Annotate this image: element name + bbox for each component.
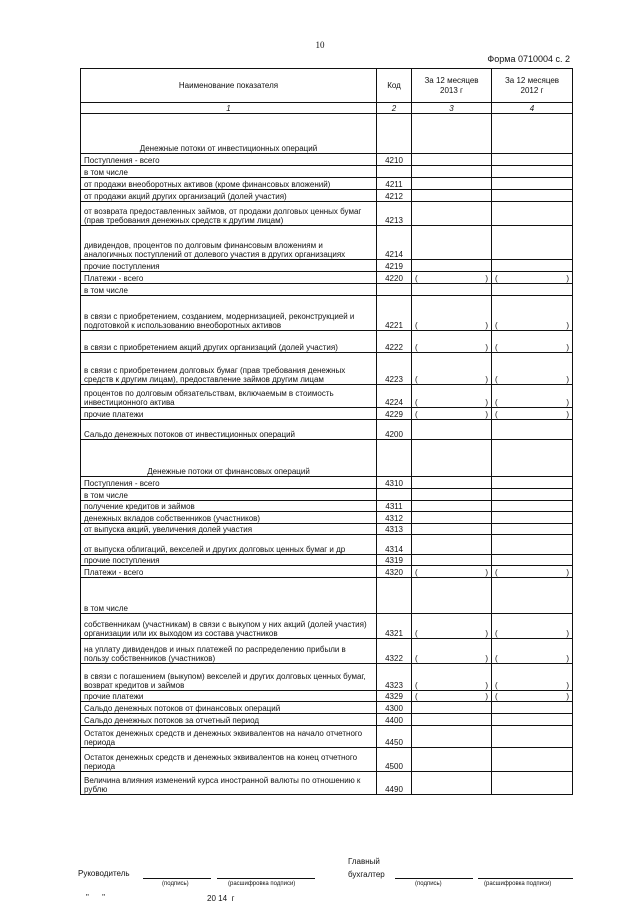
value-period-2013 <box>412 284 492 296</box>
value-period-2012 <box>492 190 573 202</box>
section-header-row <box>81 114 573 154</box>
table-row <box>81 477 573 489</box>
header-code: Код <box>377 69 412 103</box>
value-period-2013 <box>412 190 492 202</box>
row-label: получение кредитов и займов <box>81 501 377 512</box>
paren-value <box>495 343 569 352</box>
section-title: Денежные потоки от финансовых операций <box>81 440 377 477</box>
paren-close: ) <box>485 342 488 352</box>
value-period-2013 <box>412 420 492 440</box>
value-period-2013 <box>412 202 492 226</box>
head-signature-line <box>143 878 211 879</box>
date-year: 20 14 г <box>207 894 235 903</box>
table-row <box>81 190 573 202</box>
value-period-2012 <box>492 284 573 296</box>
value-period-2013 <box>412 440 492 477</box>
paren-close: ) <box>485 397 488 407</box>
row-label: от продажи внеоборотных активов (кроме финансовых вложений) <box>81 178 377 190</box>
paren-open: ( <box>495 273 498 283</box>
paren-value <box>495 629 569 638</box>
cash-flow-table <box>80 68 573 795</box>
paren-value <box>495 654 569 663</box>
value-period-2012 <box>492 702 573 714</box>
value-period-2013 <box>412 296 492 331</box>
chief-decode-line <box>478 878 573 879</box>
col-index-4: 4 <box>492 103 573 114</box>
paren-value <box>415 629 488 638</box>
value-period-2012 <box>492 154 573 166</box>
paren-close: ) <box>566 320 569 330</box>
row-code: 4329 <box>377 691 412 702</box>
value-period-2012 <box>492 726 573 748</box>
table-row <box>81 512 573 524</box>
row-code: 4323 <box>377 664 412 691</box>
row-code: 4210 <box>377 154 412 166</box>
value-period-2013 <box>412 477 492 489</box>
row-code: 4300 <box>377 702 412 714</box>
row-label: Остаток денежных средств и денежных эквивалентов на конец отчетного периода <box>81 748 377 772</box>
paren-open: ( <box>415 653 418 663</box>
row-label: в связи с приобретением акций других организаций (долей участия) <box>81 331 377 353</box>
row-label: Величина влияния изменений курса иностранной валюты по отношению к рублю <box>81 772 377 795</box>
table-row <box>81 385 573 408</box>
paren-value <box>495 321 569 330</box>
value-period-2013 <box>412 331 492 353</box>
row-label: собственникам (участникам) в связи с выкупом у них акций (долей участия) организации или их выходом из состава участников <box>81 614 377 639</box>
row-code: 4312 <box>377 512 412 524</box>
value-period-2013 <box>412 664 492 691</box>
paren-close: ) <box>566 628 569 638</box>
row-code: 4322 <box>377 639 412 664</box>
row-code: 4313 <box>377 524 412 535</box>
value-period-2013 <box>412 748 492 772</box>
paren-open: ( <box>415 567 418 577</box>
value-period-2013 <box>412 272 492 284</box>
paren-open: ( <box>415 374 418 384</box>
paren-open: ( <box>495 397 498 407</box>
page-number: 10 <box>315 40 325 50</box>
paren-open: ( <box>495 320 498 330</box>
row-label: в связи с приобретением, созданием, модернизацией, реконструкцией и подготовкой к использованию внеоборотных активов <box>81 296 377 331</box>
value-period-2012 <box>492 639 573 664</box>
paren-open: ( <box>495 374 498 384</box>
value-period-2013 <box>412 178 492 190</box>
value-period-2012 <box>492 524 573 535</box>
paren-close: ) <box>485 680 488 690</box>
row-label: от продажи акций других организаций (долей участия) <box>81 190 377 202</box>
paren-value <box>415 274 488 283</box>
table-row <box>81 202 573 226</box>
row-code: 4450 <box>377 726 412 748</box>
paren-open: ( <box>495 653 498 663</box>
value-period-2012 <box>492 408 573 420</box>
table-row <box>81 408 573 420</box>
paren-close: ) <box>485 628 488 638</box>
value-period-2013 <box>412 408 492 420</box>
row-label: Поступления - всего <box>81 477 377 489</box>
paren-value <box>495 568 569 577</box>
chief-accountant-label-line1 <box>348 855 392 881</box>
paren-close: ) <box>566 653 569 663</box>
paren-open: ( <box>415 320 418 330</box>
paren-close: ) <box>566 567 569 577</box>
row-label: в том числе <box>81 489 377 501</box>
row-code: 4321 <box>377 614 412 639</box>
table-row <box>81 489 573 501</box>
paren-value <box>415 410 488 419</box>
paren-value <box>495 398 569 407</box>
chief-decode-caption: (расшифровка подписи) <box>484 881 552 887</box>
row-code <box>377 114 412 154</box>
row-label: дивидендов, процентов по долговым финансовым вложениям и аналогичных поступлений от долевого участия в других организациях <box>81 226 377 260</box>
row-label: от выпуска акций, увеличения долей участия <box>81 524 377 535</box>
chief-accountant-label: Главный бухгалтер <box>348 857 385 879</box>
row-code: 4214 <box>377 226 412 260</box>
table-row <box>81 566 573 578</box>
chief-signature-line <box>395 878 473 879</box>
paren-value <box>415 343 488 352</box>
row-code: 4314 <box>377 535 412 555</box>
paren-value <box>415 321 488 330</box>
row-label: в связи с погашением (выкупом) векселей и других долговых ценных бумаг, возврат кредитов и займов <box>81 664 377 691</box>
table-row <box>81 702 573 714</box>
value-period-2012 <box>492 226 573 260</box>
paren-open: ( <box>495 409 498 419</box>
paren-close: ) <box>485 653 488 663</box>
value-period-2012 <box>492 260 573 272</box>
paren-close: ) <box>566 374 569 384</box>
table-row <box>81 260 573 272</box>
value-period-2012 <box>492 178 573 190</box>
value-period-2012 <box>492 477 573 489</box>
row-code: 4310 <box>377 477 412 489</box>
table-row <box>81 296 573 331</box>
table-row <box>81 284 573 296</box>
value-period-2012 <box>492 772 573 795</box>
value-period-2012 <box>492 420 573 440</box>
paren-close: ) <box>485 273 488 283</box>
row-code <box>377 578 412 614</box>
row-code: 4219 <box>377 260 412 272</box>
value-period-2012 <box>492 566 573 578</box>
value-period-2013 <box>412 614 492 639</box>
row-code <box>377 489 412 501</box>
head-label: Руководитель <box>78 869 130 878</box>
value-period-2013 <box>412 524 492 535</box>
value-period-2012 <box>492 714 573 726</box>
row-label: от выпуска облигаций, векселей и других долговых ценных бумаг и др <box>81 535 377 555</box>
row-code: 4311 <box>377 501 412 512</box>
value-period-2013 <box>412 260 492 272</box>
row-code: 4213 <box>377 202 412 226</box>
value-period-2013 <box>412 489 492 501</box>
header-name: Наименование показателя <box>81 69 377 103</box>
value-period-2012 <box>492 331 573 353</box>
row-label: прочие поступления <box>81 555 377 566</box>
table-row <box>81 166 573 178</box>
col-index-3: 3 <box>412 103 492 114</box>
table-row <box>81 272 573 284</box>
value-period-2013 <box>412 385 492 408</box>
paren-value <box>495 410 569 419</box>
value-period-2013 <box>412 154 492 166</box>
table-row <box>81 639 573 664</box>
paren-close: ) <box>485 320 488 330</box>
paren-open: ( <box>415 691 418 701</box>
row-label: на уплату дивидендов и иных платежей по распределению прибыли в пользу собственников (участников) <box>81 639 377 664</box>
value-period-2012 <box>492 691 573 702</box>
section-header-row <box>81 440 573 477</box>
paren-open: ( <box>415 342 418 352</box>
row-code: 4319 <box>377 555 412 566</box>
table-row <box>81 420 573 440</box>
paren-value <box>415 568 488 577</box>
table-row <box>81 748 573 772</box>
header-period-2013: За 12 месяцев 2013 г <box>412 69 492 103</box>
head-sign-caption: (подпись) <box>162 881 189 887</box>
row-label: от возврата предоставленных займов, от продажи долговых ценных бумаг (прав требования денежных средств к другим лицам) <box>81 202 377 226</box>
row-code: 4223 <box>377 353 412 385</box>
table-row <box>81 578 573 614</box>
table-row <box>81 726 573 748</box>
value-period-2012 <box>492 501 573 512</box>
form-id: Форма 0710004 с. 2 <box>487 54 570 64</box>
row-code: 4490 <box>377 772 412 795</box>
value-period-2012 <box>492 202 573 226</box>
paren-value <box>415 654 488 663</box>
row-label: Сальдо денежных потоков от инвестиционных операций <box>81 420 377 440</box>
paren-close: ) <box>566 342 569 352</box>
paren-open: ( <box>495 680 498 690</box>
value-period-2013 <box>412 353 492 385</box>
value-period-2012 <box>492 166 573 178</box>
row-label: денежных вкладов собственников (участников) <box>81 512 377 524</box>
col-index-1: 1 <box>81 103 377 114</box>
table-row <box>81 331 573 353</box>
row-code: 4221 <box>377 296 412 331</box>
value-period-2012 <box>492 578 573 614</box>
value-period-2012 <box>492 385 573 408</box>
value-period-2012 <box>492 535 573 555</box>
paren-close: ) <box>485 691 488 701</box>
table-row <box>81 691 573 702</box>
row-code: 4229 <box>377 408 412 420</box>
head-decode-line <box>217 878 315 879</box>
table-row <box>81 614 573 639</box>
value-period-2012 <box>492 748 573 772</box>
value-period-2012 <box>492 296 573 331</box>
value-period-2013 <box>412 566 492 578</box>
paren-value <box>495 274 569 283</box>
value-period-2013 <box>412 555 492 566</box>
table-row <box>81 524 573 535</box>
table-body <box>81 114 573 795</box>
section-title: Денежные потоки от инвестиционных операций <box>81 114 377 154</box>
row-label: Остаток денежных средств и денежных эквивалентов на начало отчетного периода <box>81 726 377 748</box>
paren-close: ) <box>566 409 569 419</box>
paren-value <box>415 692 488 701</box>
paren-close: ) <box>566 273 569 283</box>
row-code: 4320 <box>377 566 412 578</box>
value-period-2013 <box>412 501 492 512</box>
value-period-2013 <box>412 166 492 178</box>
row-code: 4222 <box>377 331 412 353</box>
row-code: 4500 <box>377 748 412 772</box>
table-row <box>81 501 573 512</box>
value-period-2012 <box>492 555 573 566</box>
value-period-2012 <box>492 512 573 524</box>
value-period-2013 <box>412 114 492 154</box>
value-period-2013 <box>412 639 492 664</box>
chief-sign-caption: (подпись) <box>415 881 442 887</box>
row-label: в том числе <box>81 166 377 178</box>
value-period-2013 <box>412 512 492 524</box>
paren-value <box>495 375 569 384</box>
paren-value <box>415 375 488 384</box>
row-label: прочие поступления <box>81 260 377 272</box>
table-row <box>81 353 573 385</box>
value-period-2012 <box>492 440 573 477</box>
paren-close: ) <box>566 691 569 701</box>
table-row <box>81 154 573 166</box>
row-label: Платежи - всего <box>81 272 377 284</box>
paren-open: ( <box>495 691 498 701</box>
value-period-2013 <box>412 726 492 748</box>
row-label: прочие платежи <box>81 691 377 702</box>
table-row <box>81 664 573 691</box>
row-code: 4220 <box>377 272 412 284</box>
row-label: Сальдо денежных потоков от финансовых операций <box>81 702 377 714</box>
table-row <box>81 226 573 260</box>
table-row <box>81 772 573 795</box>
value-period-2012 <box>492 489 573 501</box>
value-period-2013 <box>412 226 492 260</box>
row-code: 4224 <box>377 385 412 408</box>
value-period-2013 <box>412 714 492 726</box>
row-code <box>377 440 412 477</box>
paren-open: ( <box>495 342 498 352</box>
row-label: процентов по долговым обязательствам, включаемым в стоимость инвестиционного актива <box>81 385 377 408</box>
row-label: Платежи - всего <box>81 566 377 578</box>
value-period-2012 <box>492 353 573 385</box>
date-quotes: " " <box>86 893 106 902</box>
paren-open: ( <box>415 397 418 407</box>
table-row <box>81 535 573 555</box>
row-code <box>377 166 412 178</box>
paren-close: ) <box>566 680 569 690</box>
value-period-2013 <box>412 772 492 795</box>
value-period-2012 <box>492 614 573 639</box>
value-period-2012 <box>492 664 573 691</box>
paren-close: ) <box>485 567 488 577</box>
paren-open: ( <box>415 273 418 283</box>
value-period-2013 <box>412 702 492 714</box>
paren-value <box>415 398 488 407</box>
row-label: Поступления - всего <box>81 154 377 166</box>
header-period-2012: За 12 месяцев 2012 г <box>492 69 573 103</box>
paren-close: ) <box>566 397 569 407</box>
table-row <box>81 178 573 190</box>
col-index-2: 2 <box>377 103 412 114</box>
paren-value <box>415 681 488 690</box>
row-code: 4212 <box>377 190 412 202</box>
paren-value <box>495 692 569 701</box>
row-label: прочие платежи <box>81 408 377 420</box>
table-row <box>81 555 573 566</box>
paren-close: ) <box>485 374 488 384</box>
paren-open: ( <box>495 567 498 577</box>
paren-value <box>495 681 569 690</box>
value-period-2013 <box>412 578 492 614</box>
value-period-2013 <box>412 535 492 555</box>
head-decode-caption: (расшифровка подписи) <box>228 881 296 887</box>
paren-open: ( <box>415 680 418 690</box>
row-label: в том числе <box>81 578 377 614</box>
table-row <box>81 714 573 726</box>
row-label: в связи с приобретением долговых бумаг (прав требования денежных средств к другим лицам), предоставление займов другим лицам <box>81 353 377 385</box>
paren-open: ( <box>495 628 498 638</box>
row-code: 4200 <box>377 420 412 440</box>
paren-open: ( <box>415 628 418 638</box>
value-period-2012 <box>492 114 573 154</box>
row-code: 4211 <box>377 178 412 190</box>
value-period-2012 <box>492 272 573 284</box>
value-period-2013 <box>412 691 492 702</box>
paren-open: ( <box>415 409 418 419</box>
paren-close: ) <box>485 409 488 419</box>
row-label: Сальдо денежных потоков за отчетный период <box>81 714 377 726</box>
row-code: 4400 <box>377 714 412 726</box>
row-code <box>377 284 412 296</box>
row-label: в том числе <box>81 284 377 296</box>
